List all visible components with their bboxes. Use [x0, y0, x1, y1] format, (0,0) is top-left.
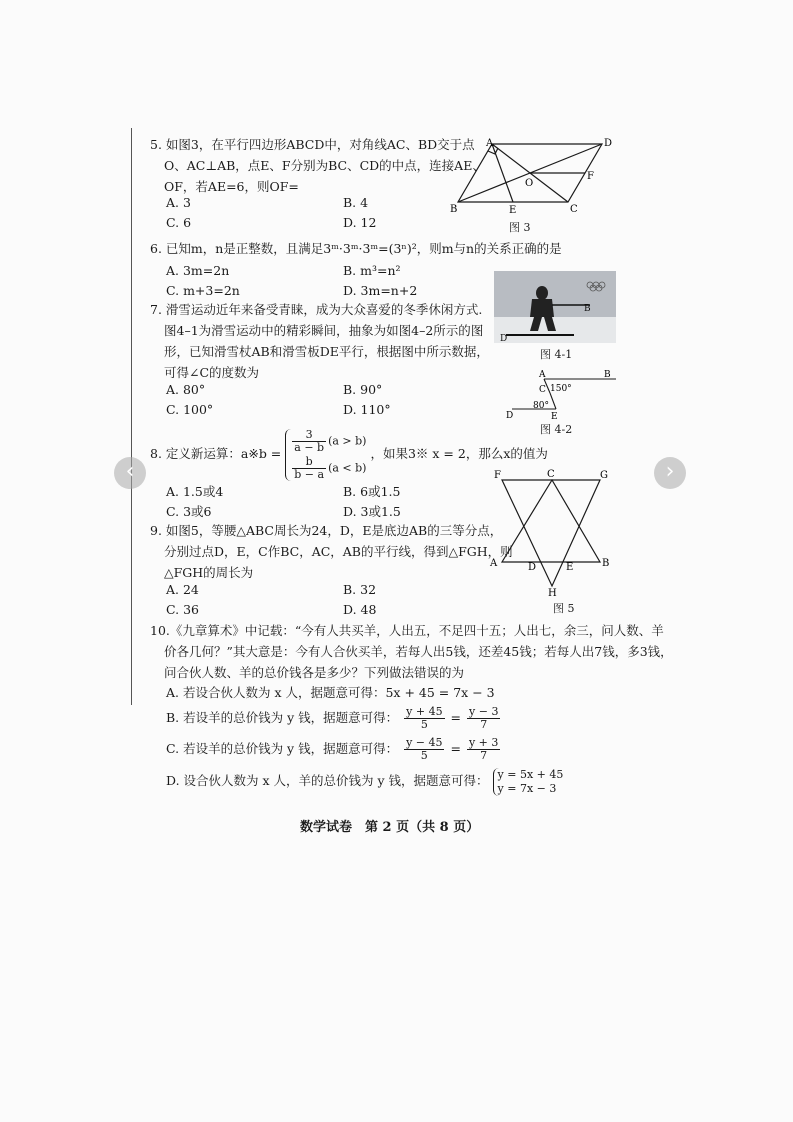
q10-option-b-text: B. 若设羊的总价钱为 y 钱，据题意可得：: [166, 710, 399, 725]
q8-suffix: ，如果3※ x = 2，那么x的值为: [370, 446, 548, 461]
q9-label-g: G: [600, 470, 608, 481]
q7-label-a: A: [539, 370, 546, 380]
q8-piecewise: [285, 429, 366, 481]
q10-line3: 问合伙人数、羊的总价钱各是多少？下列做法错误的为: [164, 665, 465, 680]
q7-option-a: A. 80°: [166, 382, 206, 397]
q5-line1: 5. 如图3，在平行四边形ABCD中，对角线AC、BD交于点: [150, 137, 475, 152]
q5-label-d: D: [604, 138, 613, 149]
q7-ski-photo: [494, 271, 616, 343]
q10-option-d-system: [493, 768, 564, 796]
q7-option-c: C. 100°: [166, 402, 214, 417]
q5-option-a: A. 3: [166, 195, 191, 210]
q10-option-d-equation2: y = 7x − 3: [497, 781, 557, 795]
q8-option-b: B. 6或1.5: [343, 484, 401, 499]
q9-option-a: A. 24: [166, 582, 199, 597]
chevron-left-icon: ‹: [125, 459, 135, 484]
q5-line3: OF，若AE=6，则OF=: [164, 179, 299, 194]
q10-option-c-fraction2: $\frac{y + 3}{7}$: [468, 736, 499, 762]
q9-line2: 分别过点D，E，C作BC，AC，AB的平行线，得到△FGH，则: [164, 544, 513, 559]
q7-label-e: E: [551, 412, 558, 422]
q8-case2-fraction: $\frac{b}{b - a}$: [294, 454, 325, 481]
q7-line4: 可得∠C的度数为: [164, 365, 260, 380]
q9-option-b: B. 32: [343, 582, 377, 597]
q10-line1: 10.《九章算术》中记载：“今有人共买羊，人出五，不足四十五；人出七，余三，问人数、羊: [150, 623, 664, 638]
binding-margin-line: [131, 128, 132, 705]
q6-option-b: B. m³=n²: [343, 263, 401, 278]
q10-option-c-fraction1: $\frac{y - 45}{5}$: [406, 736, 443, 762]
q9-label-a: A: [490, 558, 498, 569]
q8-prefix: 8. 定义新运算：a※b =: [150, 446, 282, 461]
q8-case2-condition: (a < b): [328, 461, 367, 474]
q7-line2: 图4–1为滑雪运动中的精彩瞬间，抽象为如图4–2所示的图: [164, 323, 484, 338]
q7-label-c: C: [539, 385, 546, 395]
q9-triangle-abc: [502, 480, 600, 562]
q10-option-d: [166, 766, 563, 796]
q8-option-a: A. 1.5或4: [166, 484, 224, 499]
q9-triangle-fgh: [502, 480, 600, 586]
q7-angle-80: 80°: [533, 401, 549, 411]
q5-option-d: D. 12: [343, 215, 377, 230]
q10-option-c-text: C. 若设羊的总价钱为 y 钱，据题意可得：: [166, 741, 399, 756]
q8-case1-fraction: $\frac{3}{a - b}$: [294, 427, 325, 454]
q9-line3: △FGH的周长为: [164, 565, 254, 580]
q5-label-a: A: [486, 138, 494, 149]
q10-option-b: [166, 702, 502, 734]
q7-line3: 形，已知滑雪杖AB和滑雪板DE平行，根据图中所示数据，: [164, 344, 489, 359]
q5-label-c: C: [570, 204, 578, 215]
q7-figure1-caption: 图 4-1: [540, 348, 573, 361]
q10-option-d-equation1: y = 5x + 45: [497, 767, 564, 781]
q10-option-c-equals: =: [450, 741, 461, 756]
q5-label-o: O: [525, 178, 534, 189]
chevron-right-icon: ›: [665, 459, 675, 484]
q10-option-b-equals: =: [450, 710, 462, 725]
prev-page-button[interactable]: [114, 457, 146, 489]
q8-case1-condition: (a > b): [328, 434, 367, 447]
q9-label-e: E: [566, 562, 574, 573]
q9-label-h: H: [548, 588, 557, 598]
q6-option-d: D. 3m=n+2: [343, 283, 418, 298]
q8-option-c: C. 3或6: [166, 504, 212, 519]
q5-line2: O、AC⊥AB，点E、F分别为BC、CD的中点，连接AE、: [164, 158, 485, 173]
q9-line1: 9. 如图5，等腰△ABC周长为24，D，E是底边AB的三等分点，: [150, 523, 503, 538]
q7-line1: 7. 滑雪运动近年来备受青睐，成为大众喜爱的冬季休闲方式.: [150, 302, 483, 317]
q10-option-c: [166, 733, 502, 765]
q9-label-c: C: [547, 469, 555, 480]
q9-label-d: D: [528, 562, 537, 573]
q6-option-c: C. m+3=2n: [166, 283, 240, 298]
q5-parallelogram-figure: [450, 134, 620, 218]
svg-text:D: D: [500, 334, 508, 343]
q8-option-d: D. 3或1.5: [343, 504, 401, 519]
q9-option-c: C. 36: [166, 602, 199, 617]
page-footer: 数学试卷 第 2 页（共 8 页）: [300, 820, 480, 835]
q10-option-b-fraction1: $\frac{y + 45}{5}$: [406, 705, 443, 731]
q7-label-d: D: [506, 411, 514, 421]
q9-option-d: D. 48: [343, 602, 377, 617]
q6-option-a: A. 3m=2n: [166, 263, 230, 278]
q9-label-b: B: [602, 558, 610, 569]
next-page-button[interactable]: [654, 457, 686, 489]
q10-option-a: A. 若设合伙人数为 x 人，据题意可得：5x + 45 = 7x − 3: [166, 685, 495, 700]
q7-figure2-caption: 图 4-2: [540, 423, 573, 436]
q10-line2: 价各几何？”其大意是：今有人合伙买羊，若每人出5钱，还差45钱；若每人出7钱，多3钱，: [164, 644, 673, 659]
q6-line1: 6. 已知m，n是正整数，且满足3ᵐ·3ᵐ·3ᵐ=(3ⁿ)²，则m与n的关系正确的是: [150, 241, 562, 256]
q7-angle-150: 150°: [550, 384, 572, 394]
q7-angle-figure: [506, 366, 624, 422]
q9-label-f: F: [494, 470, 501, 481]
q7-label-b: B: [604, 370, 611, 380]
q9-triangle-figure: [488, 466, 610, 598]
q9-figure-caption: 图 5: [553, 602, 575, 615]
q5-label-b: B: [450, 204, 458, 215]
q10-option-d-text: D. 设合伙人数为 x 人，羊的总价钱为 y 钱，据题意可得：: [166, 773, 489, 788]
q5-option-c: C. 6: [166, 215, 192, 230]
q7-option-d: D. 110°: [343, 402, 391, 417]
q5-label-f: F: [587, 171, 594, 182]
q7-segment-ce: [550, 393, 556, 409]
q5-label-e: E: [509, 205, 517, 216]
q10-option-b-fraction2: $\frac{y - 3}{7}$: [469, 705, 499, 731]
q7-option-b: B. 90°: [343, 382, 383, 397]
svg-text:B: B: [584, 304, 591, 314]
q5-figure-caption: 图 3: [509, 221, 531, 234]
q5-option-b: B. 4: [343, 195, 369, 210]
